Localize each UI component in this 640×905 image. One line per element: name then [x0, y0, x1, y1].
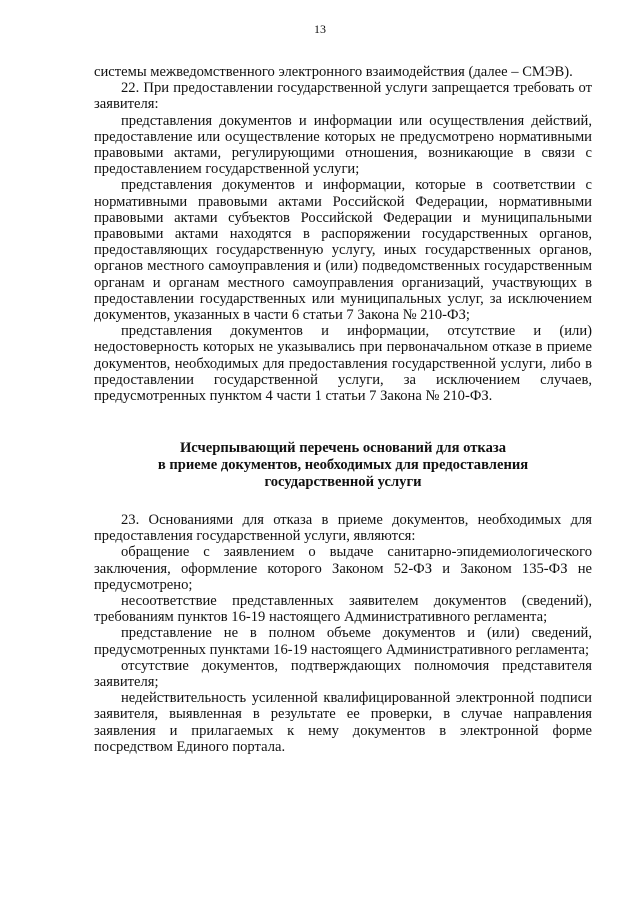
section-text-bottom: [94, 512, 592, 755]
paragraph-requirement-3: представления документов и информации, отсутствие и (или) недостоверность которых не указывались при первоначальном отказе в приеме документов, необходимых для предоставления государственной услуги, либо в предоставлении государственной услуги, за исключением случаев, предусмотренных пунктом 4 части 1 статьи 7 Закона № 210-ФЗ.: [94, 323, 592, 405]
paragraph-requirement-2: представления документов и информации, которые в соответствии с нормативными правовыми актами Российской Федерации, нормативными правовыми актами субъектов Российской Федерации и муниципальными правовыми актами находятся в распоряжении государственных органов, предоставляющих государственную услугу, иных государственных органов, органов местного самоуправления и (или) подведомственных государственным органам и органам местного самоуправления организаций, участвующих в предоставлении государственных или муниципальных услуг, за исключением документов, указанных в части 6 статьи 7 Закона № 210-ФЗ;: [94, 177, 592, 324]
paragraph-ground-5: недействительность усиленной квалифицированной электронной подписи заявителя, выявленная в результате ее проверки, в случае направления заявления и прилагаемых к нему документов в электронной форме посредством Единого портала.: [94, 690, 592, 755]
paragraph-item-22: 22. При предоставлении государственной услуги запрещается требовать от заявителя:: [94, 80, 592, 113]
section-heading: [94, 440, 592, 491]
paragraph-item-23: 23. Основаниями для отказа в приеме документов, необходимых для предоставления государственной услуги, являются:: [94, 512, 592, 545]
paragraph-ground-4: отсутствие документов, подтверждающих полномочия представителя заявителя;: [94, 657, 592, 691]
heading-line-1: Исчерпывающий перечень оснований для отказа: [179, 440, 507, 456]
section-text-top: [94, 64, 592, 404]
heading-line-3: государственной услуги: [264, 474, 422, 490]
paragraph-ground-2: несоответствие представленных заявителем документов (сведений), требованиям пунктов 16-19 настоящего Административного регламента;: [94, 593, 592, 626]
heading-line-2: в приеме документов, необходимых для предоставления: [157, 457, 529, 473]
paragraph-ground-1: обращение с заявлением о выдаче санитарно-эпидемиологического заключения, оформление которого Законом 52-ФЗ и Законом 135-ФЗ не предусмотрено;: [94, 544, 592, 593]
paragraph-continuation: системы межведомственного электронного взаимодействия (далее – СМЭВ).: [94, 64, 573, 80]
page-number: 13: [314, 22, 326, 36]
paragraph-ground-3: представление не в полном объеме документов и (или) сведений, предусмотренных пунктами 16-19 настоящего Административного регламента;: [94, 625, 592, 658]
paragraph-requirement-1: представления документов и информации или осуществления действий, предоставление или осуществление которых не предусмотрено нормативными правовыми актами, регулирующими отношения, возникающие в связи с предоставлением государственной услуги;: [94, 112, 592, 178]
